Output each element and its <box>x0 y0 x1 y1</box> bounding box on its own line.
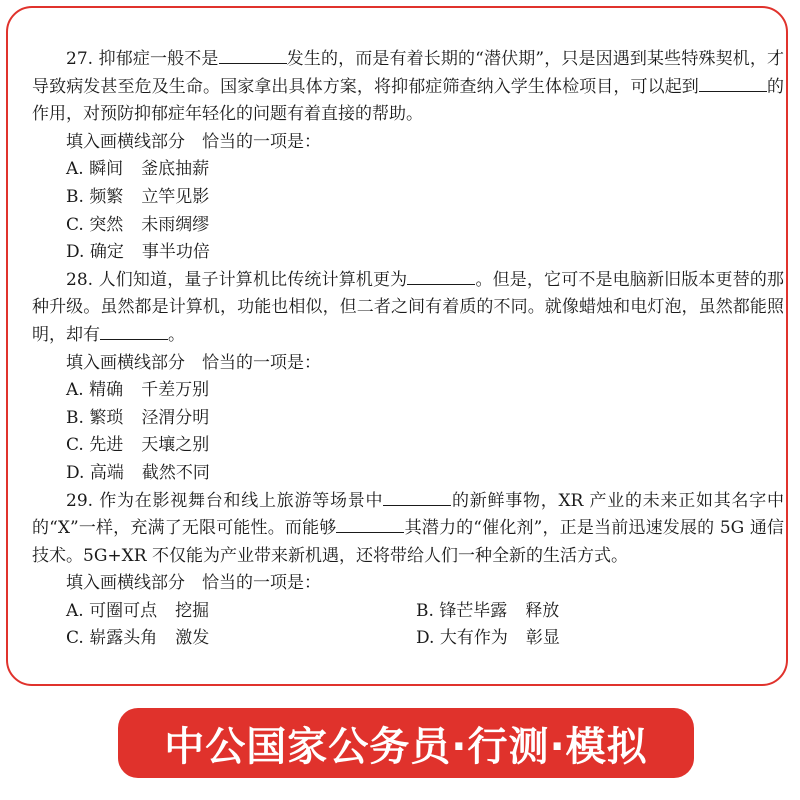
question-29-stem: 29. 作为在影视舞台和线上旅游等场景中 的新鲜事物，XR 产业的未来正如其名字中的“X”一样，充满了无限可能性。而能够 其潜力的“催化剂”，正是当前迅速发展的 5G 通信技术。5G+XR 不仅能为产业带来新机遇，还将带给人们一种全新的生活方式。 <box>32 490 785 566</box>
question-27-stem: 27. 抑郁症一般不是 发生的，而是有着长期的“潜伏期”，只是因遇到某些特殊契机，才导致病发甚至危及生命。国家拿出具体方案，将抑郁症筛查纳入学生体检项目，可以起到 的作用，对预防抑郁症年轻化的问题有着直接的帮助。 <box>32 49 785 125</box>
option-d[interactable]: D. 高端 截然不同 <box>66 462 210 483</box>
question-prompt: 填入画横线部分 恰当的一项是： <box>66 131 321 152</box>
question-number: 27. <box>66 49 94 69</box>
option-d[interactable]: D. 确定 事半功倍 <box>66 242 210 263</box>
answer-blank <box>383 489 451 506</box>
question-28-stem: 28. 人们知道，量子计算机比传统计算机更为 。但是，它可不是电脑新旧版本更替的那种升级。虽然都是计算机，功能也相似，但二者之间有着质的不同。就像蜡烛和电灯泡，虽然都能照明，却有 。 <box>32 269 785 345</box>
question-prompt: 填入画横线部分 恰当的一项是： <box>66 573 321 594</box>
option-b[interactable]: B. 锋芒毕露 释放 <box>416 600 560 621</box>
question-number: 29. <box>66 490 94 511</box>
question-prompt: 填入画横线部分 恰当的一项是： <box>66 352 321 373</box>
banner-text: 中公国家公务员·行测·模拟 <box>164 723 648 770</box>
option-a[interactable]: A. 可圈可点 挖掘 <box>66 600 210 621</box>
answer-blank <box>699 75 767 92</box>
option-c[interactable]: C. 突然 未雨绸缪 <box>66 214 210 235</box>
answer-blank <box>100 323 168 340</box>
option-b[interactable]: B. 繁琐 泾渭分明 <box>66 407 210 428</box>
title-banner <box>118 708 694 778</box>
question-content <box>32 46 784 653</box>
question-card <box>6 6 788 686</box>
option-row <box>32 598 784 626</box>
answer-blank <box>219 47 287 64</box>
option-c[interactable]: C. 崭露头角 激发 <box>66 628 210 649</box>
option-c[interactable]: C. 先进 天壤之别 <box>66 435 210 456</box>
option-b[interactable]: B. 频繁 立竿见影 <box>66 186 210 207</box>
option-d[interactable]: D. 大有作为 彰显 <box>416 628 560 649</box>
option-a[interactable]: A. 瞬间 釜底抽薪 <box>66 159 210 180</box>
answer-blank <box>336 516 404 533</box>
option-a[interactable]: A. 精确 千差万别 <box>66 380 210 401</box>
answer-blank <box>407 268 475 285</box>
option-row <box>32 625 784 653</box>
question-number: 28. <box>66 269 94 290</box>
